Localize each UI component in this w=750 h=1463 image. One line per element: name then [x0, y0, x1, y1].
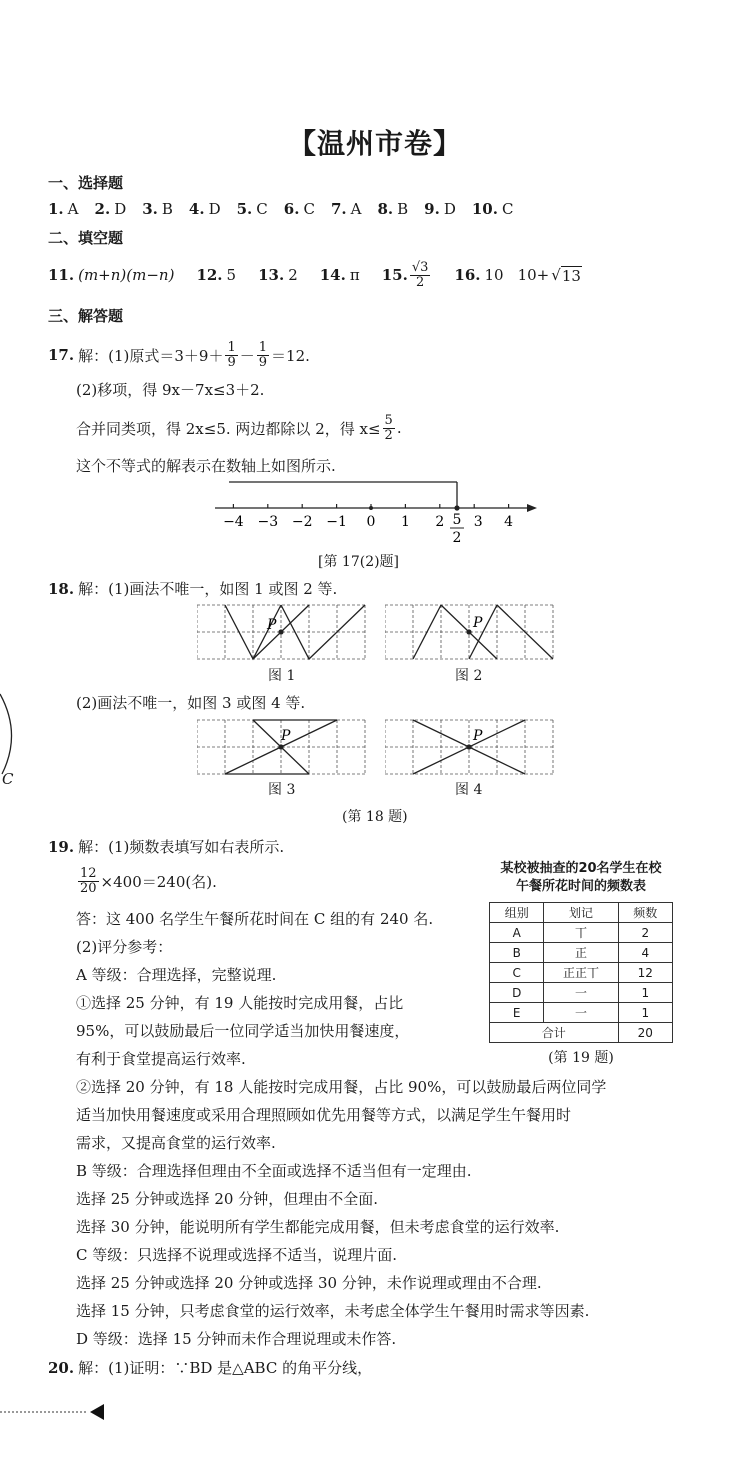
choice-answer: 4. D [188, 200, 221, 218]
q13-number: 13. [258, 266, 285, 284]
figure-4 [385, 718, 555, 776]
q20-line-1: 20. 解：(1)证明：∵BD 是△ABC 的角平分线， [48, 1359, 373, 1377]
table-header-row: 组别 划记 频数 [490, 903, 673, 923]
q11-number: 11. [48, 266, 75, 284]
q19-line-1: 19. 解：(1)频数表填写如右表所示. [48, 838, 285, 856]
figure-2 [385, 603, 555, 661]
table-row: C 正正丅 12 [490, 963, 673, 983]
tick-label: 4 [504, 514, 514, 530]
choice-answer: 9. D [424, 200, 456, 218]
tick-label: −2 [291, 514, 313, 530]
q19-line-7: 95%，可以鼓励最后一位同学适当加快用餐速度， [76, 1022, 410, 1040]
q16-answer-a: 10 [484, 266, 504, 284]
q18-line-1: 18. 解：(1)画法不唯一，如图 1 或图 2 等. [48, 580, 338, 598]
margin-letter: C [2, 770, 14, 788]
margin-arc [0, 690, 20, 780]
q16-number: 16. [454, 266, 481, 284]
q19-line-5: A 等级：合理选择，完整说理. [76, 966, 277, 984]
choice-answer: 2. D [94, 200, 127, 218]
q19-line-15: C 等级：只选择不说理或选择不适当，说理片面. [76, 1246, 398, 1264]
q11-answer: (m+n)(m−n) [78, 266, 175, 284]
q19-line-6: ①选择 25 分钟，有 19 人能按时完成用餐，占比 [76, 994, 404, 1012]
q19-line-2: $\frac{12}{20}$ ×400＝240(名). [80, 865, 217, 896]
q19-line-3: 答：这 400 名学生午餐所花时间在 C 组的有 240 名. [76, 910, 434, 928]
q19-line-8: 有利于食堂提高运行效率. [76, 1050, 246, 1068]
q12-answer: 5 [226, 266, 237, 284]
frequency-table [489, 902, 673, 1043]
figure-1-label: 图 1 [268, 668, 296, 684]
q19-line-12: B 等级：合理选择但理由不全面或选择不适当但有一定理由. [76, 1162, 472, 1180]
figure-3-label: 图 3 [268, 782, 296, 798]
section-heading-solve: 三、解答题 [48, 307, 124, 325]
choice-answer: 1. A [48, 200, 79, 218]
figure-3 [197, 718, 367, 776]
q17-line-2: (2)移项，得 9x－7x≤3＋2. [76, 381, 265, 399]
q19-line-4: (2)评分参考： [76, 938, 173, 956]
fill-answers: 11. (m+n)(m−n) 12. 5 13. 2 14. π 15. $\frac{√3}{2}$ 16. 10 10+ √ 13 [48, 259, 581, 290]
choice-answer: 6. C [283, 200, 315, 218]
tick-label: −4 [223, 514, 244, 530]
tick-label: −1 [326, 514, 347, 530]
q19-line-16: 选择 25 分钟或选择 20 分钟或选择 30 分钟，未作说理或理由不合理. [76, 1274, 542, 1292]
q15-fraction: $\frac{√3}{2}$ [411, 259, 429, 290]
page-turn-indicator [0, 1402, 110, 1422]
tick-label: 2 [435, 514, 445, 530]
q17-line-3: 合并同类项，得 2x≤5. 两边都除以 2，得 x≤ $\frac{5}{2}$ . [76, 412, 402, 443]
tick-label: 0 [366, 514, 376, 530]
q14-answer: π [349, 266, 360, 284]
q19-line-11: 需求，又提高食堂的运行效率. [76, 1134, 276, 1152]
q12-number: 12. [196, 266, 223, 284]
svg-text:P: P [473, 728, 483, 744]
q16-root: 13 [561, 266, 581, 285]
mark-denominator: 2 [452, 530, 462, 546]
tick-label: 3 [473, 514, 483, 530]
table-row: D 一 1 [490, 983, 673, 1003]
q18-line-2: (2)画法不唯一，如图 3 或图 4 等. [76, 694, 306, 712]
svg-text:P: P [473, 615, 483, 631]
table-title-1: 某校被抽查的20名学生在校 [500, 861, 662, 876]
q19-line-10: 适当加快用餐速度或采用合理照顾如优先用餐等方式，以满足学生午餐用时 [76, 1106, 572, 1124]
mark-numerator: 5 [452, 512, 462, 528]
figure-4-label: 图 4 [455, 782, 483, 798]
section-heading-fill: 二、填空题 [48, 229, 124, 247]
section-heading-choice: 一、选择题 [48, 174, 124, 192]
frequency-table-block [478, 860, 684, 1067]
q17-line-1: 17. 解：(1)原式＝3＋9＋ $\frac{1}{9}$ － $\frac{1}{9}$ ＝12. [48, 339, 310, 370]
page-title: 【温州市卷】 [287, 127, 462, 160]
table-row: B 正 4 [490, 943, 673, 963]
q19-caption: (第 19 题) [548, 1050, 614, 1066]
choice-answer: 10. C [471, 200, 514, 218]
origin-dot [369, 506, 373, 510]
q17-line-4: 这个不等式的解表示在数轴上如图所示. [76, 457, 336, 475]
tick-label: 1 [400, 514, 410, 530]
tick-label: −3 [257, 514, 279, 530]
choice-answers [48, 200, 529, 218]
q19-line-13: 选择 25 分钟或选择 20 分钟，但理由不全面. [76, 1190, 379, 1208]
choice-answer: 5. C [236, 200, 268, 218]
q15-number: 15. [381, 266, 408, 284]
choice-answer: 7. A [330, 200, 362, 218]
q18-caption: (第 18 题) [342, 809, 408, 825]
svg-text:P: P [281, 728, 291, 744]
q13-answer: 2 [288, 266, 298, 284]
solution-point [454, 505, 459, 510]
figure-2-label: 图 2 [455, 668, 483, 684]
left-arrow-icon [90, 1404, 104, 1420]
q19-line-14: 选择 30 分钟，能说明所有学生都能完成用餐，但未考虑食堂的运行效率. [76, 1218, 560, 1236]
choice-answer: 3. B [142, 200, 173, 218]
q16-answer-b: 10+ [517, 266, 550, 284]
svg-text:P: P [267, 617, 277, 633]
table-row: A 丅 2 [490, 923, 673, 943]
q17-caption: [第 17(2)题] [318, 554, 400, 570]
table-total-row: 合计 20 [490, 1023, 673, 1043]
q19-line-9: ②选择 20 分钟，有 18 人能按时完成用餐，占比 90%，可以鼓励最后两位同学 [76, 1078, 607, 1096]
figure-1 [197, 603, 367, 661]
choice-answer: 8. B [377, 200, 409, 218]
q19-line-18: D 等级：选择 15 分钟而未作合理说理或未作答. [76, 1330, 397, 1348]
table-row: E 一 1 [490, 1003, 673, 1023]
number-line-figure [205, 476, 545, 548]
q14-number: 14. [319, 266, 346, 284]
table-title-2: 午餐所花时间的频数表 [515, 879, 646, 894]
q19-line-17: 选择 15 分钟，只考虑食堂的运行效率，未考虑全体学生午餐用时需求等因素. [76, 1302, 590, 1320]
